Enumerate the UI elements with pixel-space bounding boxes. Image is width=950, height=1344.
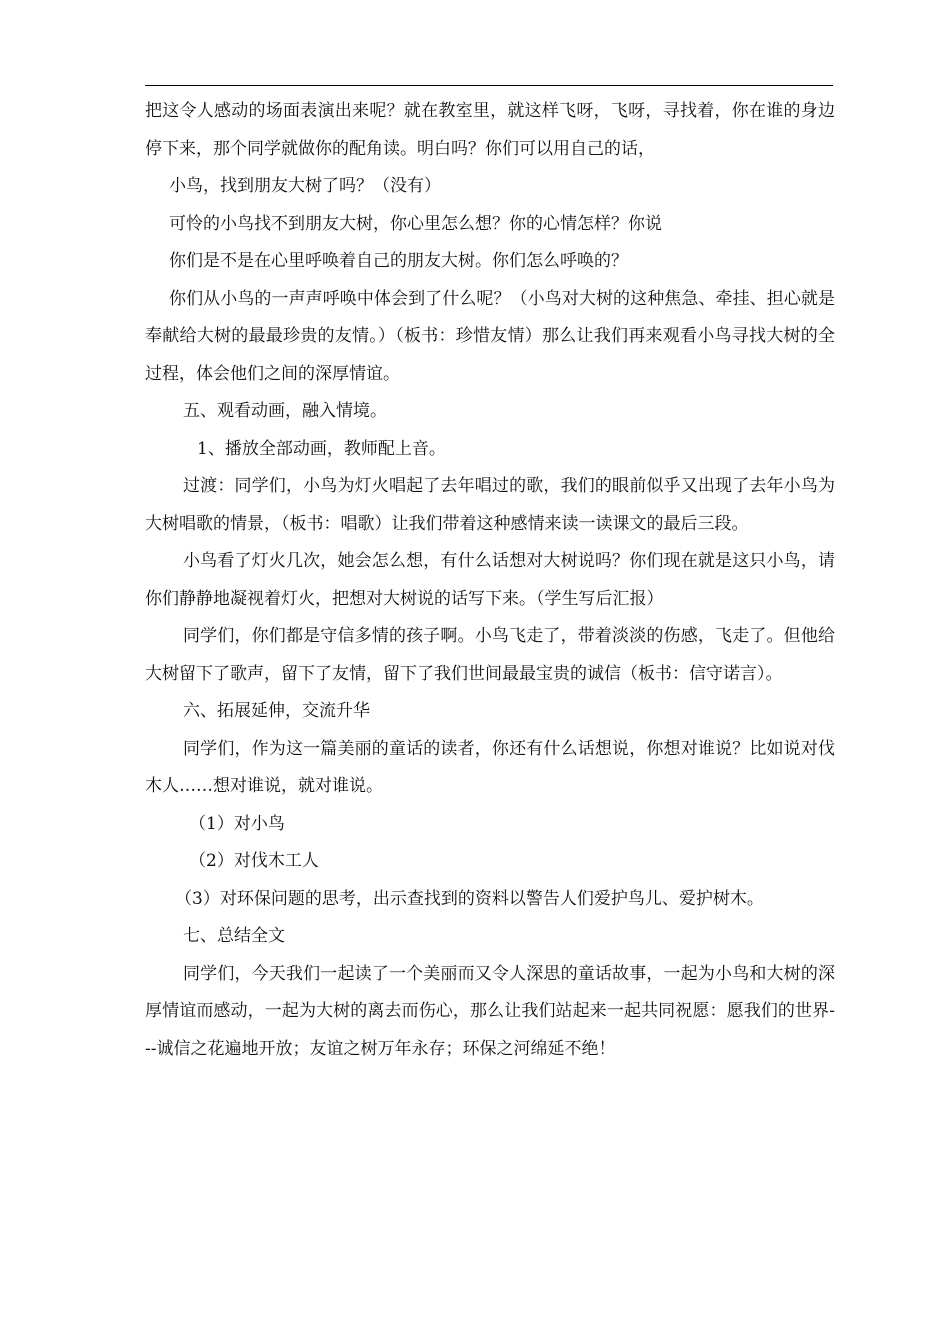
list-item: （3）对环保问题的思考，出示查找到的资料以警告人们爱护鸟儿、爱护树木。 [175,888,764,909]
list-item: （1）对小鸟 [189,813,285,834]
paragraph: 小鸟，找到朋友大树了吗？（没有） [169,176,441,196]
paragraph: 你们从小鸟的一声声呼唤中体会到了什么呢？（小鸟对大树的这种焦急、牵挂、担心就是奉献给大树的最最珍贵的友情。）（板书：珍惜友情）那么让我们再来观看小鸟寻找大树的全过程，体会他们之间的深厚情谊。 [145,288,835,384]
document-body [145,93,835,1068]
list-item: 1、播放全部动画，教师配上音。 [197,438,446,459]
paragraph: 把这令人感动的场面表演出来呢？就在教室里，就这样飞呀，飞呀，寻找着，你在谁的身边停下来，那个同学就做你的配角读。明白吗？你们可以用自己的话， [145,101,835,159]
list-item: （2）对伐木工人 [189,851,319,871]
paragraph: 可怜的小鸟找不到朋友大树，你心里怎么想？你的心情怎样？你说 [169,213,662,234]
section-heading: 六、拓展延伸，交流升华 [183,701,370,721]
paragraph: 你们是不是在心里呼唤着自己的朋友大树。你们怎么呼唤的？ [169,251,628,271]
paragraph: 同学们，你们都是守信多情的孩子啊。小鸟飞走了，带着淡淡的伤感，飞走了。但他给大树留下了歌声，留下了友情，留下了我们世间最最宝贵的诚信（板书：信守诺言）。 [145,626,835,684]
section-heading: 七、总结全文 [183,926,285,946]
paragraph: 过渡：同学们，小鸟为灯火唱起了去年唱过的歌，我们的眼前似乎又出现了去年小鸟为大树唱歌的情景，（板书：唱歌）让我们带着这种感情来读一读课文的最后三段。 [145,476,835,534]
header-rule [145,85,833,86]
paragraph: 同学们，今天我们一起读了一个美丽而又令人深思的童话故事，一起为小鸟和大树的深厚情谊而感动，一起为大树的离去而伤心，那么让我们站起来一起共同祝愿：愿我们的世界---诚信之花遍地开放；友谊之树万年永存；环保之河绵延不绝！ [145,963,835,1059]
section-heading: 五、观看动画，融入情境。 [183,401,387,421]
paragraph: 同学们，作为这一篇美丽的童话的读者，你还有什么话想说，你想对谁说？比如说对伐木人……想对谁说，就对谁说。 [145,738,835,796]
paragraph: 小鸟看了灯火几次，她会怎么想，有什么话想对大树说吗？你们现在就是这只小鸟，请你们静静地凝视着灯火，把想对大树说的话写下来。（学生写后汇报） [145,551,835,609]
